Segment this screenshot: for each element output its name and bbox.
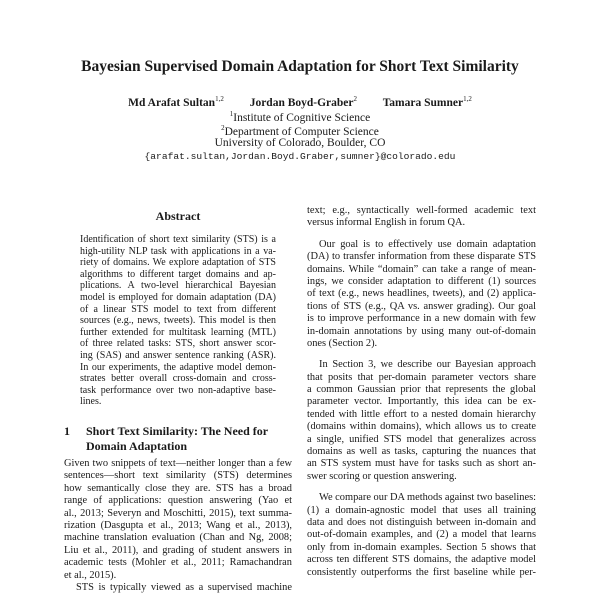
text-line: range of applications: question answering (Yao et <box>64 495 292 507</box>
abstract-body <box>80 234 276 408</box>
text-line: high-utility NLP task with applications in a va- <box>80 245 276 257</box>
text-line: In our experiments, the adaptive model demon- <box>80 361 276 373</box>
paragraph <box>307 205 536 230</box>
text-line: (DA) to transfer information from these disparate STS <box>307 251 536 263</box>
author: Tamara Sumner$^{1,2}$ <box>382 95 472 109</box>
text-line: sources (e.g., news, tweets). This model is then <box>80 315 276 327</box>
text-line: In Section 3, we describe our Bayesian approach <box>319 359 536 371</box>
text-line: al., 2013; Severyn and Moschitti, 2015), text summa- <box>64 507 292 519</box>
text-line: et al., 2015). <box>64 569 117 581</box>
text-line: how semantically close they are. STS has a broad <box>64 482 292 494</box>
text-line: in-domain annotations by using many out-of-domain <box>307 325 536 337</box>
paragraph <box>64 582 292 594</box>
text-line: ing (SAS) and answer sentence ranking (ASR). <box>80 349 276 361</box>
affiliation: $^2$Department of Computer Science <box>221 123 379 138</box>
text-line: further extended for multitask learning (MTL) <box>80 326 276 338</box>
affiliation: $^1$Institute of Cognitive Science <box>229 110 371 124</box>
paper-title: Bayesian Supervised Domain Adaptation for Short Text Similarity <box>81 58 519 75</box>
text-line: task performance over two non-adaptive base- <box>80 384 276 396</box>
text-line: that posits that per-domain parameter vectors share <box>307 371 536 383</box>
paragraph <box>307 492 536 579</box>
text-line: of a linear STS model to text from different <box>80 303 276 315</box>
text-line: ones (Section 2). <box>307 337 378 349</box>
text-line: rization (Dasgupta et al., 2013; Wang et al., 2013), <box>64 519 292 531</box>
text-line: across ten different STS domains, the adaptive model <box>307 554 536 566</box>
text-line: plications. A two-level hierarchical Bayesian <box>80 280 276 292</box>
text-line: sentences—short text similarity (STS) determines <box>64 470 292 482</box>
text-line: consistently outperforms the first baseline while per- <box>307 566 536 578</box>
text-line: tions of STS (e.g., QA vs. answer grading). Our goal <box>307 300 536 312</box>
paragraph <box>64 458 292 582</box>
text-line: swer scoring or question answering. <box>307 470 457 482</box>
author-list <box>0 95 600 109</box>
text-line: Given two snippets of text—neither longer than a few <box>64 458 292 469</box>
text-line: text; e.g., syntactically well-formed academic text <box>307 205 536 216</box>
text-line: strates better overall cross-domain and cross- <box>80 373 276 385</box>
paragraph <box>307 239 536 351</box>
affiliation: University of Colorado, Boulder, CO <box>214 137 386 149</box>
text-line: of three related tasks: STS, short answer scor- <box>80 338 276 350</box>
text-line: an STS system must have for tasks such as short an- <box>307 458 536 470</box>
author-emails: {arafat.sultan,Jordan.Boyd.Graber,sumner}@colorado.edu <box>144 151 456 162</box>
text-line: Identification of short text similarity (STS) is a <box>80 234 276 245</box>
author: Md Arafat Sultan$^{1,2}$ <box>128 95 224 109</box>
text-line: machine translation evaluation (Chan and Ng, 2008; <box>64 532 292 544</box>
text-line: out-of-domain examples, and (2) a model that learns <box>307 529 536 541</box>
text-line: (1) a domain-agnostic model that uses all training <box>307 504 536 516</box>
text-line: only from in-domain examples. Section 5 shows that <box>307 541 536 553</box>
text-line: lines. <box>80 396 102 408</box>
text-line: data and does not distinguish between in-domain and <box>307 516 536 528</box>
text-line: We compare our DA methods against two baselines: <box>319 492 536 504</box>
text-line: parameter vector. Importantly, this idea can be ex- <box>307 396 536 408</box>
section-heading: 1 Short Text Similarity: The Need for Domain Adaptation <box>64 424 269 453</box>
text-line: a common Gaussian prior that represents the global <box>307 384 536 396</box>
text-line: ings, we consider adaptation to different (1) sources <box>307 275 536 287</box>
text-line: algorithms to different target domains and ap- <box>80 268 276 280</box>
text-line: riety of domains. We explore adaptation of STS <box>80 257 276 269</box>
text-line: is to improve performance in a new domain with few <box>307 313 536 325</box>
author: Jordan Boyd-Graber$^2$ <box>249 95 358 109</box>
text-line: a single, unified STS model that generalizes across <box>307 433 536 445</box>
text-line: model is employed for domain adaptation (DA) <box>80 291 276 303</box>
text-line: STS is typically viewed as a supervised machine <box>76 581 292 593</box>
paragraph <box>307 359 536 483</box>
right-column-body <box>307 205 536 588</box>
text-line: tended with little effort to a nested domain hierarchy <box>307 408 536 420</box>
text-line: (domains within domains), which allows us to create <box>307 421 536 433</box>
text-line: Our goal is to effectively use domain adaptation <box>319 238 536 250</box>
text-line: academic tests (Mohler et al., 2011; Ramachandran <box>64 557 292 569</box>
text-line: domains. While “domain” can take a range of mean- <box>307 263 536 275</box>
left-column-body <box>64 458 292 594</box>
abstract-heading: Abstract <box>155 209 201 223</box>
paragraph <box>80 234 276 408</box>
text-line: versus informal English in forum QA. <box>307 217 466 229</box>
text-line: domains as well as tasks, capturing the nuances that <box>307 446 536 458</box>
text-line: Liu et al., 2011), and grading of student answers in <box>64 544 292 556</box>
text-line: of text (e.g., news headlines, tweets), and (2) applica- <box>307 288 536 300</box>
